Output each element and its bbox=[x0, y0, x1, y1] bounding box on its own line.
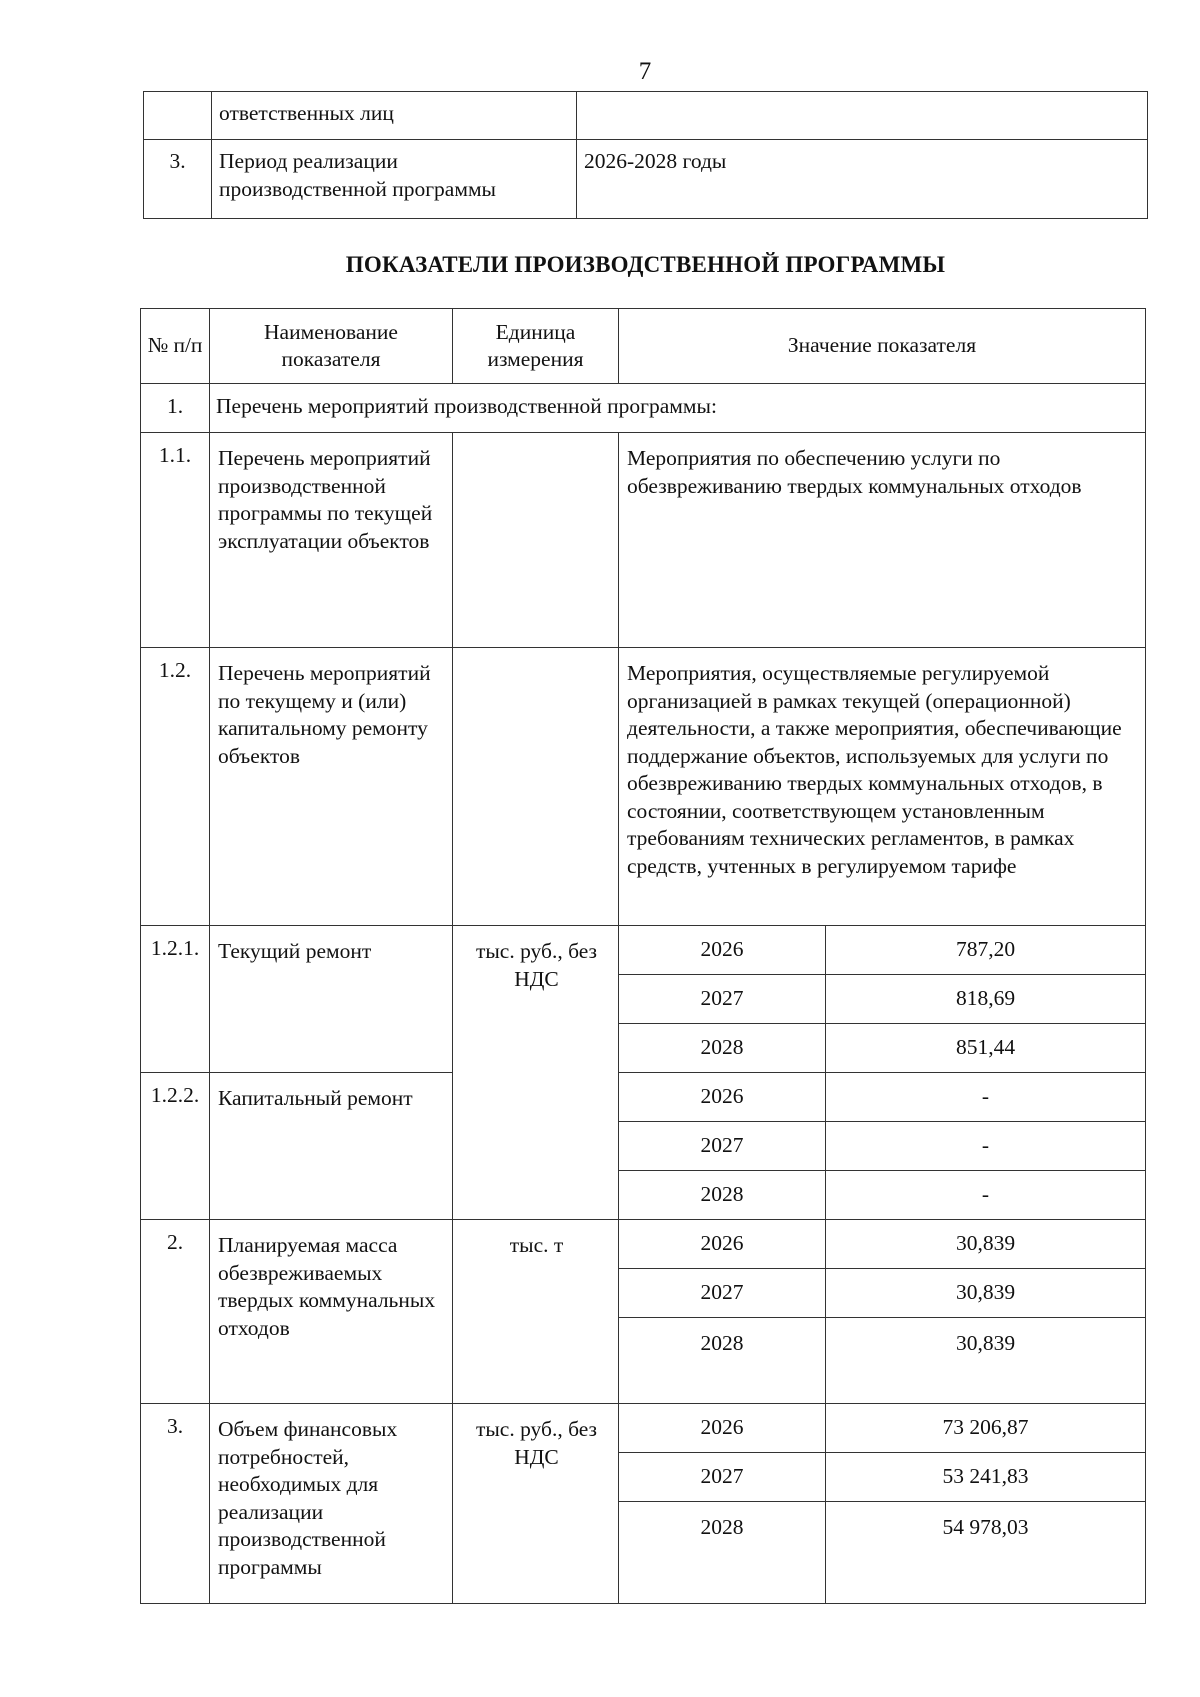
row-label: Капитальный ремонт bbox=[210, 1073, 453, 1220]
value-cell: 818,69 bbox=[826, 975, 1146, 1024]
year-cell: 2026 bbox=[619, 1220, 826, 1269]
year-cell: 2026 bbox=[619, 926, 826, 975]
table-row bbox=[141, 1404, 1146, 1453]
header-unit: Единица измерения bbox=[453, 309, 619, 384]
year-cell: 2027 bbox=[619, 1453, 826, 1502]
row-unit: тыс. руб., без НДС bbox=[453, 926, 619, 1220]
row-number: 1.2.2. bbox=[141, 1073, 210, 1220]
year-cell: 2028 bbox=[619, 1024, 826, 1073]
row-value: Мероприятия по обеспечению услуги по обезвреживанию твердых коммунальных отходов bbox=[619, 433, 1146, 648]
year-cell: 2027 bbox=[619, 1122, 826, 1171]
value-cell: - bbox=[826, 1171, 1146, 1220]
year-cell: 2028 bbox=[619, 1502, 826, 1604]
year-cell: 2027 bbox=[619, 975, 826, 1024]
row-value: Мероприятия, осуществляемые регулируемой организацией в рамках текущей (операционной) деятельности, а также мероприятия, обеспечивающие поддержание объектов, используемых для услуги по обезвреживанию твердых коммунальных отходов, в состоянии, соответствующем установленным требованиям технических регламентов, в рамках средств, учтенных в регулируемом тарифе bbox=[619, 648, 1146, 926]
header-number: № п/п bbox=[141, 309, 210, 384]
table-header-row bbox=[141, 309, 1146, 384]
row-label: Перечень мероприятий производственной программы по текущей эксплуатации объектов bbox=[210, 433, 453, 648]
row-label: Перечень мероприятий по текущему и (или) капитальному ремонту объектов bbox=[210, 648, 453, 926]
year-cell: 2026 bbox=[619, 1073, 826, 1122]
row-value: 2026-2028 годы bbox=[577, 140, 1148, 219]
value-cell: 54 978,03 bbox=[826, 1502, 1146, 1604]
row-label: Планируемая масса обезвреживаемых твердых коммунальных отходов bbox=[210, 1220, 453, 1404]
table-row bbox=[141, 433, 1146, 648]
row-number: 1.2.1. bbox=[141, 926, 210, 1073]
row-number bbox=[144, 92, 212, 140]
year-cell: 2028 bbox=[619, 1171, 826, 1220]
row-unit bbox=[453, 648, 619, 926]
value-cell: - bbox=[826, 1122, 1146, 1171]
row-label: Текущий ремонт bbox=[210, 926, 453, 1073]
row-label: Перечень мероприятий производственной программы: bbox=[210, 384, 1146, 433]
row-unit bbox=[453, 433, 619, 648]
row-value bbox=[577, 92, 1148, 140]
value-cell: 787,20 bbox=[826, 926, 1146, 975]
section-title: ПОКАЗАТЕЛИ ПРОИЗВОДСТВЕННОЙ ПРОГРАММЫ bbox=[345, 252, 946, 277]
value-cell: 53 241,83 bbox=[826, 1453, 1146, 1502]
row-unit: тыс. т bbox=[453, 1220, 619, 1404]
table-row bbox=[141, 384, 1146, 433]
value-cell: 73 206,87 bbox=[826, 1404, 1146, 1453]
row-number: 3. bbox=[141, 1404, 210, 1604]
value-cell: 30,839 bbox=[826, 1318, 1146, 1404]
table-row bbox=[141, 648, 1146, 926]
value-cell: 30,839 bbox=[826, 1269, 1146, 1318]
value-cell: 851,44 bbox=[826, 1024, 1146, 1073]
header-name: Наименование показателя bbox=[210, 309, 453, 384]
table-row bbox=[141, 1073, 1146, 1122]
row-label: Период реализации производственной программы bbox=[212, 140, 577, 219]
row-number: 1.1. bbox=[141, 433, 210, 648]
row-number: 1.2. bbox=[141, 648, 210, 926]
row-unit: тыс. руб., без НДС bbox=[453, 1404, 619, 1604]
row-number: 1. bbox=[141, 384, 210, 433]
page-number: 7 bbox=[638, 58, 652, 85]
row-label: Объем финансовых потребностей, необходимых для реализации производственной программы bbox=[210, 1404, 453, 1604]
value-cell: - bbox=[826, 1073, 1146, 1122]
indicators-table bbox=[140, 308, 1146, 1604]
program-info-table bbox=[143, 91, 1148, 219]
year-cell: 2028 bbox=[619, 1318, 826, 1404]
header-value: Значение показателя bbox=[619, 309, 1146, 384]
table-row bbox=[141, 1220, 1146, 1269]
row-number: 2. bbox=[141, 1220, 210, 1404]
value-cell: 30,839 bbox=[826, 1220, 1146, 1269]
table-row bbox=[144, 92, 1148, 140]
year-cell: 2027 bbox=[619, 1269, 826, 1318]
year-cell: 2026 bbox=[619, 1404, 826, 1453]
table-row bbox=[144, 140, 1148, 219]
table-row bbox=[141, 926, 1146, 975]
row-label: ответственных лиц bbox=[212, 92, 577, 140]
row-number: 3. bbox=[144, 140, 212, 219]
